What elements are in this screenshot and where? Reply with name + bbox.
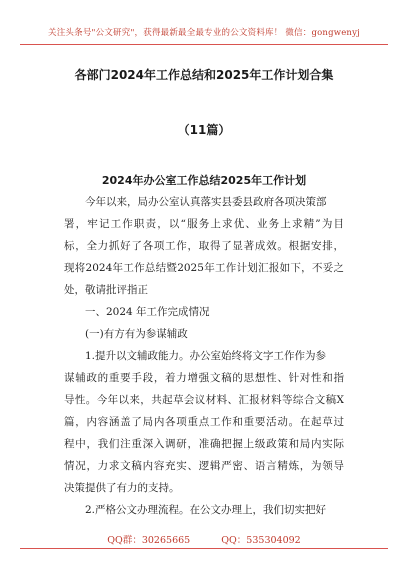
heading-level-1: 一、2024 年工作完成情况 — [85, 306, 210, 318]
body-line: 决策提供了有力的支持。 — [64, 482, 180, 494]
body-line: 篇，内容涵盖了局内各项重点工作和重要活动。在起草过 — [64, 416, 344, 428]
document-title: 各部门2024年工作总结和2025年工作计划合集 — [74, 68, 334, 82]
body-line: 今年以来，局办公室认真落实县委县政府各项决策部 — [85, 196, 327, 208]
body-line: 标，全力抓好了各项工作，取得了显著成效。根据安排， — [64, 240, 344, 252]
heading-level-2: (一)有方有为参谋辅政 — [85, 328, 188, 340]
body-line: 谋辅政的重要手段，着力增强文稿的思想性、针对性和指 — [64, 372, 344, 384]
header-note: 关注头条号"公文研究"，获得最新最全最专业的公文资料库！ 微信：gongwenyj — [48, 28, 360, 38]
body-line: 2.严格公文办理流程。在公文办理上，我们切实把好 — [85, 504, 327, 516]
body-line: 程中，我们注重深入调研，准确把握上级政策和局内实际 — [64, 438, 344, 450]
qq-group-number: QQ群：30265665 — [107, 535, 191, 546]
qq-number: QQ：535304092 — [221, 535, 301, 546]
section-title: 2024年办公室工作总结2025年工作计划 — [101, 174, 307, 187]
footer-divider — [20, 548, 388, 549]
header-divider — [20, 44, 388, 45]
body-line: 署，牢记工作职责，以“服务上求优、业务上求精”为目 — [64, 218, 344, 230]
body-line: 情况，力求文稿内容充实、逻辑严密、语言精炼，为领导 — [64, 460, 344, 472]
body-line: 处，敬请批评指正 — [64, 284, 148, 296]
body-line: 1.提升以文辅政能力。办公室始终将文字工作作为参 — [85, 350, 327, 362]
body-line: 导性。今年以来，共起草会议材料、汇报材料等综合文稿X — [64, 394, 344, 406]
body-line: 现将2024年工作总结暨2025年工作计划汇报如下，不妥之 — [64, 262, 344, 274]
article-count: （11篇） — [177, 123, 231, 137]
footer-contact — [0, 532, 408, 546]
